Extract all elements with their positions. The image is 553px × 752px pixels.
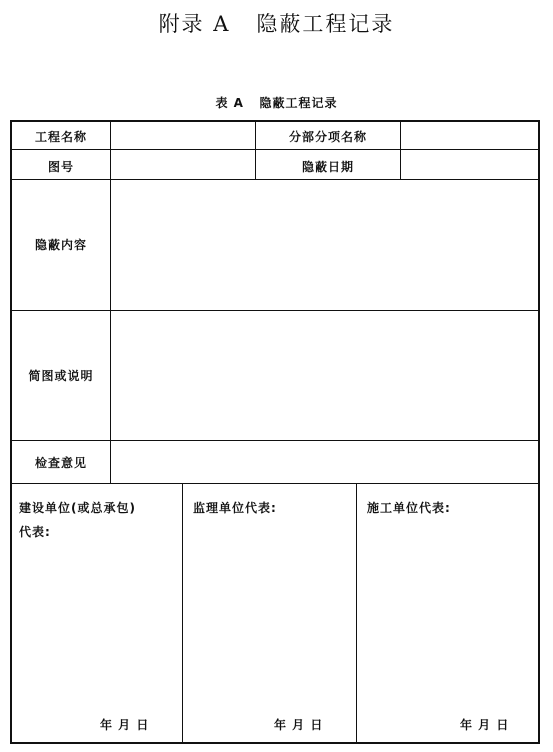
contractor-rep-label: 施工单位代表: — [367, 501, 451, 515]
table-caption: 表 A 隐蔽工程记录 — [215, 96, 338, 110]
builder-rep-label-line2: 代表: — [19, 525, 51, 539]
appendix-title: 附录 A 隐蔽工程记录 — [158, 12, 395, 36]
concealed-content-label: 隐蔽内容 — [34, 238, 87, 252]
column-divider — [182, 483, 183, 742]
concealment-date-label: 隐蔽日期 — [301, 160, 354, 174]
sketch-field[interactable] — [111, 311, 538, 440]
subdivision-field[interactable] — [401, 122, 538, 149]
builder-rep-label: 建设单位(或总承包) — [19, 501, 136, 515]
drawing-no-label: 图号 — [47, 160, 74, 174]
contractor-sign-date: 年 月 日 — [460, 718, 510, 732]
drawing-no-field[interactable] — [111, 150, 255, 179]
sketch-label: 简图或说明 — [28, 369, 94, 383]
row-divider — [12, 483, 538, 484]
column-divider — [356, 483, 357, 742]
inspection-field[interactable] — [111, 441, 538, 483]
concealed-content-field[interactable] — [111, 180, 538, 310]
supervisor-sign-date: 年 月 日 — [274, 718, 324, 732]
inspection-label: 检查意见 — [34, 456, 87, 470]
supervisor-rep-label: 监理单位代表: — [193, 501, 277, 515]
builder-sign-date: 年 月 日 — [100, 718, 150, 732]
concealment-date-field[interactable] — [401, 150, 538, 179]
project-name-label: 工程名称 — [34, 130, 87, 144]
subdivision-label: 分部分项名称 — [288, 130, 367, 144]
record-form-table — [10, 120, 540, 744]
project-name-field[interactable] — [111, 122, 255, 149]
